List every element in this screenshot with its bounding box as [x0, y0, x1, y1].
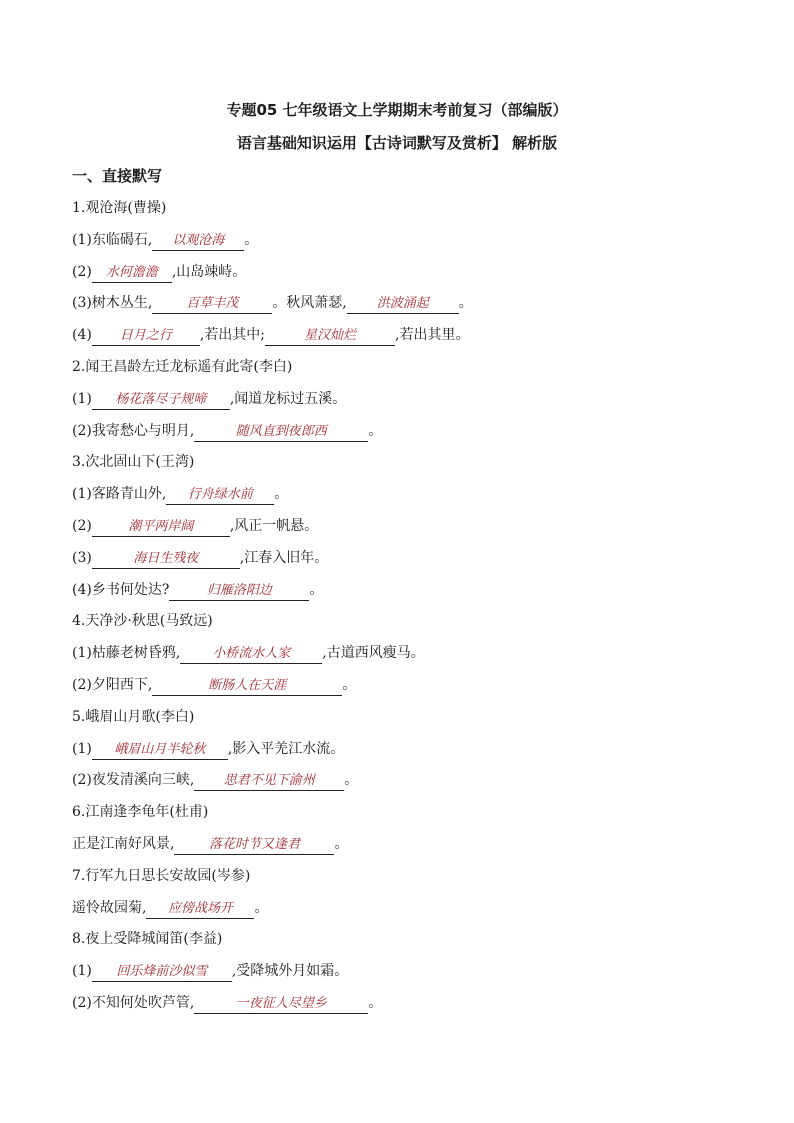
line-text: 6.江南逢李龟年(杜甫): [72, 804, 209, 821]
line-text: 正是江南好风景,: [72, 836, 175, 852]
line-text: 。秋风萧瑟,: [272, 295, 347, 312]
fill-in-line: [72, 230, 258, 251]
poem-heading: [72, 357, 292, 377]
document-subtitle: 语言基础知识运用【古诗词默写及赏析】 解析版: [236, 134, 558, 152]
answer-blank: 杨花落尽子规啼: [92, 391, 230, 410]
line-text: 。: [344, 772, 359, 789]
poem-heading: [72, 929, 222, 949]
answer-blank: 应傍战场开: [146, 900, 254, 919]
answer-blank: 水何澹澹: [92, 264, 172, 283]
fill-in-line: [72, 516, 318, 537]
line-text: 5.峨眉山月歌(李白): [72, 708, 195, 725]
fill-in-line: [72, 961, 348, 982]
answer-blank: 潮平两岸阔: [92, 518, 230, 537]
line-text: 8.夜上受降城闻笛(李益): [72, 931, 223, 948]
line-text: ,闻道龙标过五溪。: [229, 390, 347, 407]
answer-blank: 行舟绿水前: [166, 486, 274, 505]
line-text: 。: [342, 677, 357, 693]
line-text: 1.观沧海(曹操): [72, 200, 167, 216]
document-title: 专题05 七年级语文上学期期末考前复习（部编版）: [226, 101, 568, 119]
answer-blank: 星汉灿烂: [265, 327, 395, 346]
line-text: 。: [274, 486, 289, 503]
line-text: 2.闻王昌龄左迁龙标遥有此寄(李白): [72, 359, 293, 375]
line-text: (2)我寄愁心与明月,: [72, 422, 195, 439]
line-text: (1)枯藤老树昏鸦,: [72, 645, 181, 662]
answer-blank: 一夜征人尽望乡: [194, 995, 368, 1014]
fill-in-line: [72, 262, 246, 283]
line-text: ,山岛竦峙。: [171, 263, 247, 280]
line-text: ,风正一帆悬。: [229, 518, 319, 534]
answer-blank: 随风直到夜郎西: [194, 423, 368, 442]
line-text: 。: [368, 422, 383, 439]
fill-in-line: [72, 993, 382, 1014]
line-text: 4.天净沙·秋思(马致远): [72, 613, 213, 630]
line-text: (1): [72, 963, 92, 980]
line-text: (1)东临碣石,: [72, 231, 153, 248]
line-text: (1): [72, 390, 92, 407]
line-text: 。: [368, 995, 383, 1011]
line-text: 。: [458, 295, 473, 312]
fill-in-line: [72, 484, 288, 505]
line-text: ,受降城外月如霜。: [231, 963, 349, 980]
section-heading: 一、直接默写: [72, 167, 163, 185]
answer-blank: 峨眉山月半轮秋: [92, 741, 228, 760]
line-text: (2)不知何处吹芦管,: [72, 995, 195, 1011]
line-text: 遥怜故园菊,: [72, 899, 147, 916]
fill-in-line: [72, 834, 348, 855]
answer-blank: 归雁洛阳边: [169, 582, 309, 601]
answer-blank: 落花时节又逢君: [174, 836, 334, 855]
answer-blank: 百草丰茂: [152, 295, 272, 314]
line-text: (3)树木丛生,: [72, 295, 153, 312]
fill-in-line: [72, 421, 382, 442]
line-text: 。: [254, 899, 269, 916]
answer-blank: 日月之行: [92, 327, 200, 346]
fill-in-line: [72, 548, 328, 569]
fill-in-line: [72, 643, 425, 664]
answer-blank: 洪波涌起: [347, 295, 459, 314]
line-text: ,古道西风瘦马。: [322, 645, 425, 662]
fill-in-line: [72, 739, 344, 760]
poem-heading: [72, 452, 194, 472]
answer-blank: 回乐烽前沙似雪: [92, 963, 232, 982]
line-text: 。: [309, 581, 324, 598]
fill-in-line: [72, 898, 268, 919]
line-text: 3.次北固山下(王湾): [72, 454, 195, 471]
answer-blank: 以观沧海: [152, 232, 244, 251]
line-text: (1)客路青山外,: [72, 486, 167, 503]
fill-in-line: [72, 770, 358, 791]
line-text: ,若出其里。: [395, 327, 470, 344]
line-text: ,江春入旧年。: [239, 549, 329, 566]
answer-blank: 断肠人在天涯: [152, 677, 342, 696]
line-text: ,影入平羌江水流。: [227, 740, 345, 757]
line-text: (4)乡书何处达?: [72, 581, 170, 598]
line-text: (2): [72, 263, 92, 280]
fill-in-line: [72, 580, 323, 601]
line-text: (4): [72, 327, 92, 344]
line-text: 。: [244, 231, 259, 248]
line-text: 。: [334, 836, 349, 852]
poem-heading: [72, 802, 208, 822]
fill-in-line: [72, 325, 469, 346]
answer-blank: 小桥流水人家: [180, 645, 322, 664]
fill-in-line: [72, 293, 473, 314]
poem-heading: [72, 198, 166, 218]
line-text: (3): [72, 549, 92, 566]
line-text: (1): [72, 740, 92, 757]
fill-in-line: [72, 675, 356, 696]
line-text: ,若出其中;: [199, 327, 266, 344]
answer-blank: 思君不见下渝州: [194, 772, 344, 791]
poem-heading: [72, 866, 250, 886]
line-text: (2)夕阳西下,: [72, 677, 153, 693]
fill-in-line: [72, 389, 346, 410]
poem-heading: [72, 707, 194, 727]
line-text: (2)夜发清溪向三峡,: [72, 772, 195, 789]
poem-heading: [72, 611, 213, 631]
line-text: (2): [72, 518, 92, 534]
line-text: 7.行军九日思长安故园(岑参): [72, 867, 251, 884]
answer-blank: 海日生残夜: [92, 550, 240, 569]
